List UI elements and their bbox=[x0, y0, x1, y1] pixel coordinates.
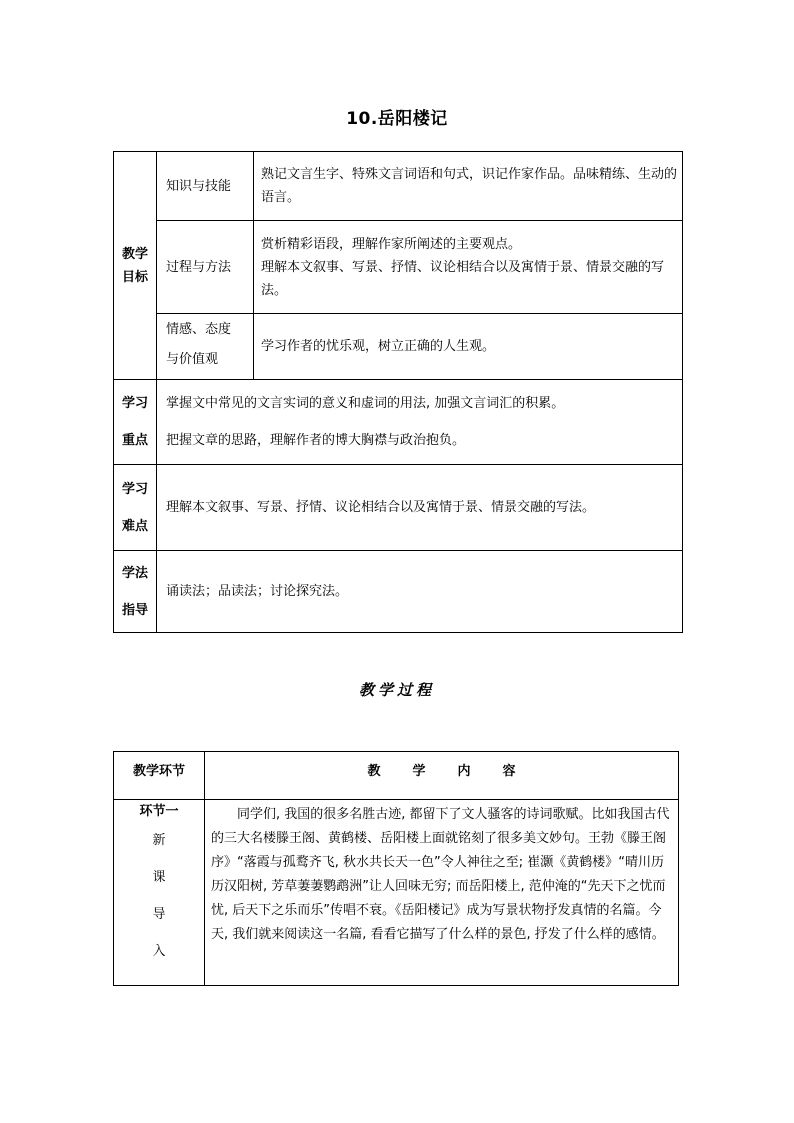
method-content bbox=[157, 551, 683, 633]
objective-content-emotion bbox=[254, 314, 683, 380]
stage-char: 导 bbox=[152, 907, 166, 922]
difficulty-text: 理解本文叙事、写景、抒情、议论相结合以及寓情于景、情景交融的写法。 bbox=[166, 500, 596, 515]
process-table bbox=[113, 751, 679, 986]
difficulties-content bbox=[157, 465, 683, 551]
objective-label-process: 过程与方法 bbox=[157, 221, 254, 314]
stage-intro-cell bbox=[114, 800, 205, 986]
label-line-2: 与价值观 bbox=[166, 352, 219, 367]
objective-label-emotion bbox=[157, 314, 254, 380]
objective-text: 赏析精彩语段，理解作家所阐述的主要观点。 bbox=[261, 236, 522, 252]
header-line-2: 指导 bbox=[121, 602, 148, 618]
process-title: 教学过程 bbox=[358, 681, 435, 699]
objective-text: 理解本文叙事、写景、抒情、议论相结合以及寓情于景、情景交融的写法。 bbox=[261, 259, 665, 298]
difficulties-header bbox=[114, 465, 157, 551]
objective-content-knowledge bbox=[254, 152, 683, 221]
header-line-1: 学习 bbox=[121, 481, 148, 497]
key-points-header bbox=[114, 380, 157, 465]
stage-label: 环节一 bbox=[139, 804, 179, 819]
key-point-text: 掌握文中常见的文言实词的意义和虚词的用法, 加强文言词汇的积累。 bbox=[166, 396, 565, 411]
header-line-1: 教学 bbox=[121, 246, 148, 262]
header-line-2: 重点 bbox=[121, 433, 148, 448]
key-points-content bbox=[157, 380, 683, 465]
content-column-header bbox=[205, 752, 679, 800]
objective-content-process bbox=[254, 221, 683, 314]
header-char: 容 bbox=[502, 764, 516, 779]
objective-text: 熟记文言生字、特殊文言词语和句式，识记作家作品。品味精练、生动的语言。 bbox=[261, 167, 678, 205]
method-text: 诵读法；品读法；讨论探究法。 bbox=[166, 584, 349, 599]
objective-text: 学习作者的忧乐观，树立正确的人生观。 bbox=[261, 339, 496, 354]
header-line-1: 学习 bbox=[121, 396, 148, 411]
stage-char: 课 bbox=[152, 870, 166, 885]
header-char: 内 bbox=[457, 764, 471, 779]
stage-column-header: 教学环节 bbox=[114, 752, 205, 800]
objective-label-knowledge: 知识与技能 bbox=[157, 152, 254, 221]
intro-content: 同学们, 我国的很多名胜古迹, 都留下了文人骚客的诗词歌赋。比如我国古代的三大名楼滕王阁、黄鹤楼、岳阳楼上面就铭刻了很多美文妙句。王勃《滕王阁序》“落霞与孤鹜齐飞, 秋水共长天一色”令人神往之至; 崔灏《黄鹤楼》“晴川历历汉阳树, 芳草萋萋鹦鹉洲”让人回味无穷; 而岳阳楼上, 范仲淹的“先天下之忧而忧, 后天下之乐而乐”传唱不衰。《岳阳楼记》成为写景状物抒发真情的名篇。今天, 我们就来阅读这一名篇, 看看它描写了什么样的景色, 抒发了什么样的感情。 bbox=[205, 800, 679, 986]
method-header bbox=[114, 551, 157, 633]
page-title: 10.岳阳楼记 bbox=[346, 109, 448, 129]
teaching-objectives-header bbox=[114, 152, 157, 380]
stage-char: 入 bbox=[152, 944, 166, 959]
header-char: 教 bbox=[367, 764, 381, 779]
stage-char: 新 bbox=[152, 833, 166, 848]
header-char: 学 bbox=[412, 764, 426, 779]
header-line-2: 目标 bbox=[121, 269, 148, 285]
label-line-1: 情感、态度 bbox=[166, 322, 232, 337]
header-line-1: 学法 bbox=[121, 565, 148, 581]
key-point-text: 把握文章的思路，理解作者的博大胸襟与政治抱负。 bbox=[166, 433, 466, 448]
header-line-2: 难点 bbox=[121, 518, 148, 534]
objectives-table bbox=[113, 151, 683, 633]
